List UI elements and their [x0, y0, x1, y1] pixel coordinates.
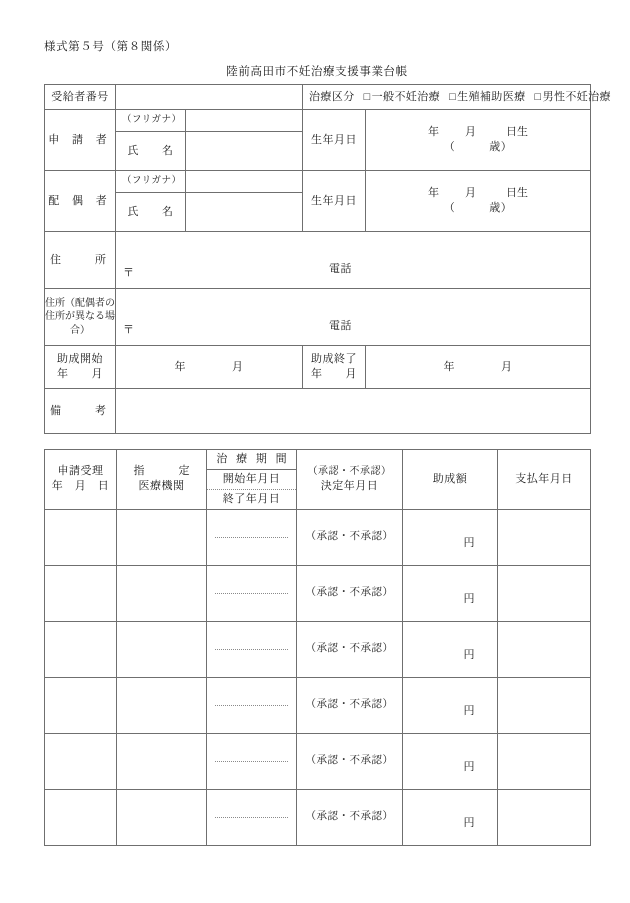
row-recipient-number — [45, 85, 591, 110]
row-address — [45, 232, 591, 289]
cell-institution[interactable] — [117, 509, 207, 565]
spouse-address-telephone-label: 電話 — [329, 320, 352, 332]
period-divider — [215, 537, 288, 538]
postal-mark-icon: 〒 — [123, 267, 135, 279]
cell-accept-date[interactable] — [45, 509, 117, 565]
column-period-start: 開始年月日 — [207, 470, 296, 490]
cell-decision-options: （承認・不承認） — [305, 754, 394, 766]
cell-treatment-period[interactable] — [207, 789, 297, 845]
treatment-option-male[interactable]: 男性不妊治療 — [542, 90, 611, 103]
cell-decision[interactable] — [297, 621, 403, 677]
column-treatment-period-title: 治 療 期 間 — [207, 450, 296, 470]
treatment-category-label: 治療区分 — [309, 90, 355, 103]
currency-unit: 円 — [463, 705, 475, 718]
subsidy-end-field[interactable] — [366, 346, 591, 389]
applicant-birthdate-field[interactable] — [366, 110, 591, 171]
table-row — [45, 509, 591, 565]
row-spouse-address — [45, 289, 591, 346]
cell-decision-options: （承認・不承認） — [305, 586, 394, 598]
currency-unit: 円 — [463, 817, 475, 830]
applicant-label: 申 請 者 — [45, 110, 116, 171]
column-decision-line2: 決定年月日 — [320, 480, 379, 493]
cell-institution[interactable] — [117, 733, 207, 789]
column-decision-line1: （承認・不承認） — [307, 466, 392, 478]
table-row — [45, 621, 591, 677]
applicant-birthdate-label: 生年月日 — [303, 110, 366, 171]
period-divider — [215, 593, 288, 594]
spouse-label: 配 偶 者 — [45, 171, 116, 232]
cell-treatment-period[interactable] — [207, 509, 297, 565]
treatment-ledger-table — [44, 449, 591, 846]
subsidy-start-label-line2: 年 月 — [57, 368, 103, 380]
checkbox-art-icon[interactable] — [449, 91, 456, 103]
applicant-name-input[interactable] — [186, 132, 303, 171]
cell-payment-date[interactable] — [498, 733, 591, 789]
cell-decision[interactable] — [297, 733, 403, 789]
column-accept-date — [45, 450, 117, 510]
cell-treatment-period[interactable] — [207, 565, 297, 621]
column-institution — [117, 450, 207, 510]
cell-accept-date[interactable] — [45, 733, 117, 789]
subsidy-end-label — [303, 346, 366, 389]
spouse-birthdate-label: 生年月日 — [303, 171, 366, 232]
treatment-option-art[interactable]: 生殖補助医療 — [457, 90, 526, 103]
cell-subsidy-amount[interactable] — [403, 509, 498, 565]
column-institution-line2: 医療機関 — [138, 480, 185, 493]
ledger-header-row — [45, 450, 591, 510]
cell-decision[interactable] — [297, 565, 403, 621]
spouse-age-unit: 歳） — [489, 202, 513, 214]
address-label: 住 所 — [45, 232, 116, 289]
cell-payment-date[interactable] — [498, 677, 591, 733]
spouse-name-input[interactable] — [186, 193, 303, 232]
applicant-age-unit: 歳） — [489, 141, 513, 153]
cell-institution[interactable] — [117, 621, 207, 677]
applicant-age-open-paren: （ — [443, 141, 456, 153]
applicant-birth-day-char: 日生 — [506, 126, 528, 139]
spouse-name-label: 氏 名 — [116, 193, 186, 232]
subsidy-end-year-char: 年 — [443, 360, 455, 373]
table-row — [45, 565, 591, 621]
column-decision-date — [297, 450, 403, 510]
cell-payment-date[interactable] — [498, 789, 591, 845]
spouse-birthdate-field[interactable] — [366, 171, 591, 232]
subsidy-start-label — [45, 346, 116, 389]
recipient-number-input[interactable] — [116, 85, 303, 110]
applicant-birth-month-char: 月 — [465, 126, 476, 139]
cell-payment-date[interactable] — [498, 509, 591, 565]
spouse-furigana-label: （フリガナ） — [116, 171, 186, 193]
column-treatment-period — [207, 450, 297, 510]
form-number: 様式第５号（第８関係） — [44, 41, 178, 53]
row-applicant-furigana — [45, 110, 591, 132]
cell-subsidy-amount[interactable] — [403, 621, 498, 677]
subsidy-start-label-line1: 助成開始 — [57, 353, 103, 366]
applicant-birth-year-char: 年 — [428, 126, 439, 139]
cell-payment-date[interactable] — [498, 565, 591, 621]
cell-treatment-period[interactable] — [207, 677, 297, 733]
cell-institution[interactable] — [117, 677, 207, 733]
period-divider — [215, 705, 288, 706]
spouse-birth-month-char: 月 — [465, 187, 476, 200]
cell-subsidy-amount[interactable] — [403, 677, 498, 733]
currency-unit: 円 — [463, 537, 475, 550]
cell-decision-options: （承認・不承認） — [305, 698, 394, 710]
subsidy-end-label-line2: 年 月 — [311, 368, 357, 380]
subsidy-end-label-line1: 助成終了 — [311, 353, 357, 366]
treatment-option-general[interactable]: 一般不妊治療 — [371, 90, 441, 103]
period-divider — [215, 817, 288, 818]
spouse-postal-mark-icon: 〒 — [123, 324, 135, 336]
cell-payment-date[interactable] — [498, 621, 591, 677]
period-divider — [215, 761, 288, 762]
treatment-category-group — [303, 85, 611, 110]
column-accept-date-line1: 申請受理 — [57, 465, 104, 478]
cell-decision-options: （承認・不承認） — [305, 530, 394, 542]
cell-treatment-period[interactable] — [207, 621, 297, 677]
spouse-birth-day-char: 日生 — [506, 187, 528, 200]
remarks-field[interactable] — [116, 389, 591, 434]
cell-accept-date[interactable] — [45, 677, 117, 733]
column-institution-line1: 指 定 — [133, 465, 194, 478]
cell-subsidy-amount[interactable] — [403, 733, 498, 789]
recipient-number-label: 受給者番号 — [45, 85, 116, 110]
table-row — [45, 677, 591, 733]
cell-subsidy-amount[interactable] — [403, 789, 498, 845]
spouse-furigana-input[interactable] — [186, 171, 303, 193]
cell-institution[interactable] — [117, 789, 207, 845]
subsidy-end-month-char: 月 — [501, 360, 513, 373]
row-subsidy-period — [45, 346, 591, 389]
spouse-birth-year-char: 年 — [428, 187, 439, 200]
cell-accept-date[interactable] — [45, 565, 117, 621]
applicant-furigana-input[interactable] — [186, 110, 303, 132]
cell-decision[interactable] — [297, 677, 403, 733]
cell-decision[interactable] — [297, 509, 403, 565]
period-divider — [215, 649, 288, 650]
cell-institution[interactable] — [117, 565, 207, 621]
column-period-end: 終了年月日 — [222, 492, 281, 505]
applicant-furigana-label: （フリガナ） — [116, 110, 186, 132]
row-remarks — [45, 389, 591, 434]
cell-decision-options: （承認・不承認） — [305, 642, 394, 654]
remarks-label: 備 考 — [45, 389, 116, 434]
checkbox-general-infertility-icon[interactable] — [364, 91, 371, 103]
checkbox-male-infertility-icon[interactable] — [535, 91, 542, 103]
subsidy-start-year-char: 年 — [174, 360, 186, 373]
currency-unit: 円 — [463, 593, 475, 606]
column-subsidy-amount: 助成額 — [403, 450, 498, 510]
document-title: 陸前高田市不妊治療支援事業台帳 — [226, 66, 408, 78]
table-row — [45, 733, 591, 789]
currency-unit: 円 — [463, 649, 475, 662]
column-accept-date-line2: 年 月 日 — [51, 480, 110, 493]
cell-decision[interactable] — [297, 789, 403, 845]
currency-unit: 円 — [463, 761, 475, 774]
cell-accept-date[interactable] — [45, 789, 117, 845]
column-payment-date: 支払年月日 — [498, 450, 591, 510]
spouse-address-field[interactable] — [116, 289, 591, 346]
cell-subsidy-amount[interactable] — [403, 565, 498, 621]
spouse-address-label: 住所（配偶者の住所が異なる場合） — [45, 289, 116, 346]
cell-treatment-period[interactable] — [207, 733, 297, 789]
address-telephone-label: 電話 — [329, 263, 352, 275]
spouse-age-open-paren: （ — [443, 202, 456, 214]
cell-decision-options: （承認・不承認） — [305, 810, 394, 822]
applicant-name-label: 氏 名 — [116, 132, 186, 171]
row-spouse-furigana — [45, 171, 591, 193]
subsidy-start-field[interactable] — [116, 346, 303, 389]
cell-accept-date[interactable] — [45, 621, 117, 677]
subsidy-start-month-char: 月 — [232, 360, 244, 373]
table-row — [45, 789, 591, 845]
applicant-info-table — [44, 84, 611, 434]
address-field[interactable] — [116, 232, 591, 289]
